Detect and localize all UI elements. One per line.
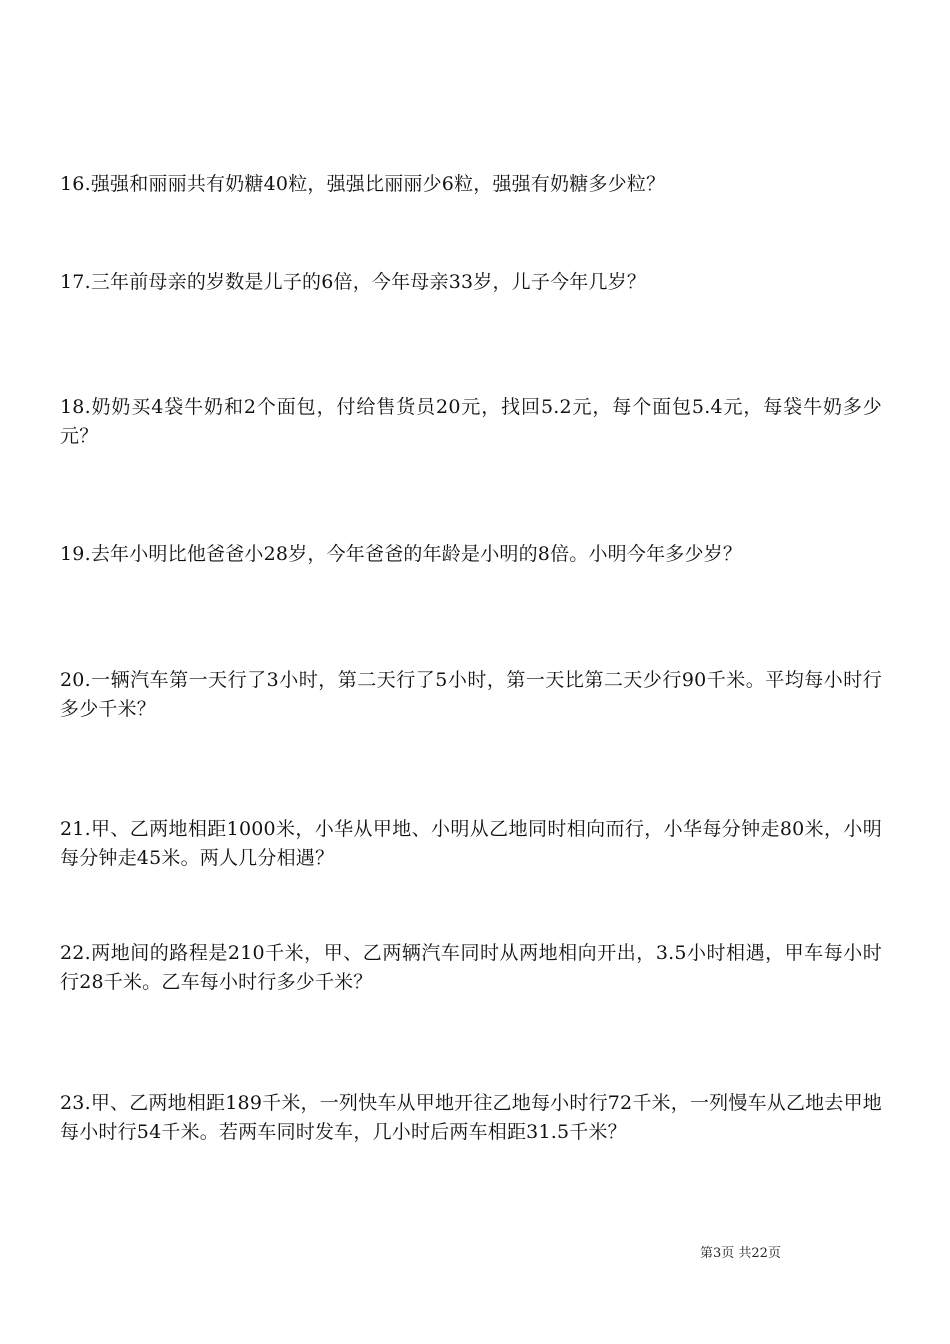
question-20: 20.一辆汽车第一天行了3小时，第二天行了5小时，第一天比第二天少行90千米。平均每小时行多少千米？ (60, 669, 882, 720)
page-number-footer: 第3页 共22页 (700, 1246, 781, 1261)
question-21: 21.甲、乙两地相距1000米，小华从甲地、小明从乙地同时相向而行，小华每分钟走80米，小明每分钟走45米。两人几分相遇？ (60, 818, 882, 869)
question-22: 22.两地间的路程是210千米，甲、乙两辆汽车同时从两地相向开出，3.5小时相遇，甲车每小时行28千米。乙车每小时行多少千米？ (60, 942, 882, 993)
question-19: 19.去年小明比他爸爸小28岁，今年爸爸的年龄是小明的8倍。小明今年多少岁？ (60, 543, 743, 565)
question-18: 18.奶奶买4袋牛奶和2个面包，付给售货员20元，找回5.2元，每个面包5.4元，每袋牛奶多少元？ (60, 396, 882, 447)
question-23: 23.甲、乙两地相距189千米，一列快车从甲地开往乙地每小时行72千米，一列慢车从乙地去甲地每小时行54千米。若两车同时发车，几小时后两车相距31.5千米？ (60, 1092, 882, 1143)
question-16: 16.强强和丽丽共有奶糖40粒，强强比丽丽少6粒，强强有奶糖多少粒？ (60, 173, 666, 195)
question-17: 17.三年前母亲的岁数是儿子的6倍，今年母亲33岁，儿子今年几岁？ (60, 271, 647, 293)
